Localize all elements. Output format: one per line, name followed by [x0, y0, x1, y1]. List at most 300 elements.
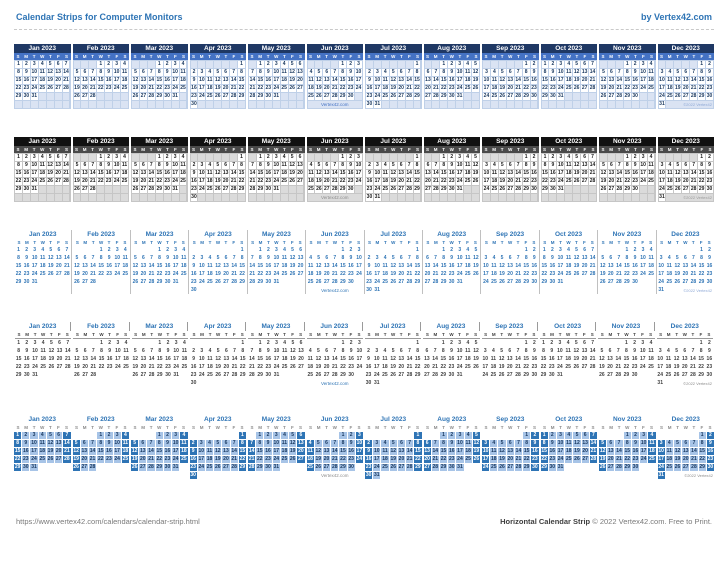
empty-cell: [515, 154, 522, 161]
day-cell: 13: [608, 170, 615, 176]
empty-cell: [249, 61, 256, 68]
day-cell: 8: [698, 69, 705, 76]
empty-cell: [531, 101, 538, 108]
day-cell: 20: [424, 271, 431, 277]
weekday-letter: M: [83, 240, 88, 245]
weekday-letter: M: [609, 240, 613, 245]
weekday-letter: F: [466, 54, 470, 59]
day-cell: 17: [374, 271, 380, 277]
day-cell: 9: [22, 440, 29, 447]
empty-cell: [600, 61, 607, 68]
empty-cell: [180, 464, 187, 471]
day-cell: 15: [340, 448, 346, 454]
day-cell: 21: [64, 263, 70, 269]
day-cell: 27: [82, 372, 88, 378]
month-jul-2023: [365, 137, 422, 202]
day-cell: 23: [105, 85, 112, 91]
day-cell: 21: [90, 178, 96, 184]
day-cell: 2: [192, 348, 195, 354]
weekday-letter: F: [642, 54, 645, 59]
day-cell: 11: [490, 356, 497, 362]
weekday-letter: S: [309, 240, 313, 245]
weekday-letter: T: [149, 147, 153, 152]
day-cell: 15: [156, 170, 163, 176]
month-title: May 2023: [261, 231, 291, 238]
day-cell: 27: [608, 464, 614, 470]
day-cell: 27: [140, 279, 147, 285]
day-cell: 28: [690, 186, 697, 192]
day-cell: 1: [156, 61, 163, 68]
day-cell: 6: [57, 247, 61, 253]
day-cell: 24: [482, 372, 488, 378]
day-cell: 7: [616, 69, 623, 76]
month-title: Oct 2023: [554, 231, 583, 238]
day-cell: 3: [558, 340, 562, 346]
weekday-letter: T: [574, 332, 578, 337]
day-cell: 19: [600, 85, 607, 91]
day-cell: 4: [466, 340, 470, 346]
day-cell: 10: [557, 255, 564, 261]
day-cell: 27: [581, 85, 588, 91]
day-cell: 17: [558, 170, 564, 176]
day-cell: 14: [148, 356, 155, 362]
day-cell: 23: [365, 464, 372, 470]
weekday-letter: S: [660, 147, 664, 152]
empty-cell: [156, 194, 163, 201]
weekday-letter: T: [691, 240, 695, 245]
day-cell: 31: [31, 464, 37, 470]
month-sep-2023: [482, 415, 539, 479]
day-cell: 5: [315, 69, 322, 76]
weekday-letter: T: [208, 425, 212, 430]
day-cell: 1: [699, 432, 706, 439]
month-jul-2023: [365, 415, 422, 479]
day-cell: 21: [89, 456, 96, 462]
day-cell: 20: [608, 271, 614, 277]
day-cell: 13: [581, 255, 588, 261]
day-cell: 4: [648, 61, 655, 68]
empty-cell: [289, 186, 296, 193]
day-cell: 1: [257, 154, 264, 161]
day-cell: 23: [23, 271, 30, 277]
day-cell: 5: [390, 69, 397, 76]
day-cell: 26: [599, 279, 606, 285]
day-cell: 5: [390, 440, 397, 447]
day-cell: 26: [675, 93, 681, 99]
weekday-letter: F: [349, 425, 353, 430]
day-cell: 3: [113, 61, 120, 68]
day-cell: 12: [132, 356, 139, 362]
day-cell: 7: [89, 162, 96, 169]
day-cell: 1: [339, 61, 346, 68]
day-cell: 27: [398, 279, 405, 285]
month-title: Jun 2023: [320, 416, 349, 423]
weekday-letter: F: [115, 147, 119, 152]
day-cell: 9: [532, 255, 536, 261]
weekday-letter: F: [174, 147, 177, 152]
day-cell: 3: [115, 247, 119, 253]
day-cell: 12: [390, 448, 397, 454]
day-cell: 25: [382, 279, 388, 285]
empty-cell: [39, 287, 46, 294]
day-grid: [365, 339, 421, 387]
day-cell: 30: [265, 279, 272, 285]
day-cell: 29: [156, 93, 163, 99]
empty-cell: [198, 61, 205, 68]
day-cell: 9: [347, 162, 354, 169]
day-cell: 25: [649, 456, 655, 462]
weekday-letter: F: [115, 425, 119, 430]
empty-cell: [265, 194, 272, 201]
weekday-letter: S: [123, 425, 127, 430]
day-cell: 31: [31, 186, 38, 192]
weekday-letter: S: [532, 147, 536, 152]
day-cell: 11: [281, 162, 287, 168]
day-cell: 9: [707, 440, 714, 447]
empty-cell: [113, 186, 120, 193]
empty-cell: [331, 340, 338, 347]
day-cell: 26: [599, 464, 606, 470]
day-cell: 12: [73, 448, 79, 454]
day-cell: 30: [23, 93, 30, 99]
empty-cell: [73, 380, 80, 387]
month-sep-2023: [481, 322, 539, 387]
weekday-letter: W: [625, 425, 630, 430]
day-cell: 31: [457, 464, 463, 470]
day-cell: 31: [659, 101, 665, 107]
empty-cell: [198, 432, 205, 439]
day-cell: 24: [482, 464, 489, 470]
empty-cell: [114, 372, 121, 379]
empty-cell: [198, 380, 205, 387]
day-cell: 20: [56, 263, 62, 269]
weekday-letter: F: [291, 425, 294, 430]
weekday-header: [249, 239, 304, 246]
day-cell: 16: [448, 77, 455, 83]
day-grid: [132, 246, 187, 294]
day-cell: 6: [425, 348, 429, 354]
day-cell: 22: [414, 178, 420, 184]
weekday-letter: S: [65, 332, 69, 337]
day-cell: 16: [190, 456, 196, 462]
day-cell: 24: [558, 85, 564, 91]
day-cell: 30: [265, 186, 272, 192]
day-cell: 22: [624, 178, 631, 184]
month-title: Dec 2023: [671, 231, 700, 238]
day-cell: 15: [339, 170, 346, 176]
day-cell: 18: [382, 178, 389, 184]
day-cell: 24: [172, 456, 179, 462]
copyright-note: ©2022 Vertex42: [666, 194, 713, 201]
empty-cell: [98, 287, 105, 294]
weekday-letter: T: [282, 54, 286, 59]
day-cell: 7: [63, 61, 70, 68]
day-cell: 13: [581, 348, 588, 354]
weekday-letter: S: [484, 332, 488, 337]
day-cell: 16: [365, 456, 372, 462]
day-cell: 28: [64, 456, 70, 462]
day-cell: 4: [39, 61, 46, 68]
day-cell: 20: [140, 364, 147, 370]
weekday-letter: S: [309, 425, 313, 430]
empty-cell: [222, 101, 229, 108]
empty-cell: [297, 372, 304, 379]
empty-cell: [147, 472, 154, 479]
empty-cell: [15, 380, 22, 387]
day-cell: 10: [483, 263, 489, 269]
day-cell: 26: [315, 372, 322, 378]
weekday-letter: W: [40, 425, 45, 430]
empty-cell: [214, 432, 221, 439]
watermark-vertex42: Vertex42.com: [321, 381, 349, 386]
weekday-letter: T: [559, 54, 563, 59]
source-url[interactable]: https://www.vertex42.com/calendars/calendar-strip.html: [16, 517, 200, 526]
day-grid: [131, 431, 188, 479]
day-cell: 12: [74, 170, 80, 176]
day-cell: 25: [180, 85, 186, 91]
day-cell: 24: [199, 186, 205, 192]
month-title: Jan 2023: [15, 322, 71, 331]
empty-cell: [432, 247, 439, 254]
byline-link[interactable]: by Vertex42.com: [640, 12, 712, 22]
day-cell: 14: [616, 263, 622, 269]
empty-cell: [398, 61, 405, 68]
day-cell: 30: [348, 464, 354, 470]
empty-cell: [366, 154, 373, 161]
empty-cell: [565, 464, 572, 471]
empty-cell: [640, 279, 647, 286]
day-cell: 16: [106, 356, 113, 362]
empty-cell: [523, 101, 530, 108]
day-cell: 6: [81, 162, 88, 169]
day-cell: 9: [105, 162, 112, 169]
day-cell: 21: [589, 263, 596, 269]
empty-cell: [531, 380, 538, 387]
day-cell: 23: [265, 85, 272, 91]
weekday-letter: S: [64, 54, 68, 59]
empty-cell: [590, 472, 597, 479]
weekday-letter: W: [274, 425, 279, 430]
empty-cell: [448, 287, 455, 294]
day-cell: 28: [690, 93, 697, 99]
day-cell: 19: [675, 85, 681, 91]
day-cell: 30: [190, 380, 197, 386]
day-cell: 6: [683, 255, 687, 261]
day-cell: 3: [273, 154, 280, 161]
weekday-letter: W: [215, 54, 220, 59]
weekday-letter: M: [258, 147, 262, 152]
month-title: Aug 2023: [424, 137, 481, 146]
empty-cell: [640, 287, 647, 294]
empty-cell: [464, 93, 471, 100]
month-sep-2023: [481, 230, 539, 294]
empty-cell: [40, 372, 47, 379]
empty-cell: [640, 101, 647, 108]
weekday-letter: T: [500, 147, 504, 152]
watermark-vertex42: Vertex42.com: [321, 288, 349, 293]
day-cell: 2: [108, 340, 112, 346]
empty-cell: [390, 472, 397, 479]
weekday-header: [482, 239, 537, 246]
empty-cell: [140, 380, 147, 387]
weekday-letter: S: [532, 332, 536, 337]
day-cell: 2: [22, 432, 29, 439]
day-cell: 10: [31, 255, 38, 261]
empty-cell: [105, 464, 112, 471]
weekday-letter: S: [309, 147, 313, 152]
day-cell: 10: [658, 263, 664, 269]
weekday-letter: S: [16, 54, 20, 59]
day-cell: 3: [200, 255, 204, 261]
day-cell: 11: [207, 356, 213, 362]
day-cell: 21: [230, 178, 237, 184]
day-cell: 29: [441, 186, 447, 192]
day-cell: 9: [266, 348, 270, 354]
weekday-letter: S: [298, 54, 302, 59]
day-cell: 9: [105, 440, 112, 447]
day-cell: 17: [658, 456, 664, 462]
empty-cell: [515, 101, 522, 108]
day-cell: 20: [323, 271, 330, 277]
empty-cell: [289, 380, 296, 387]
day-cell: 6: [425, 69, 432, 76]
weekday-letter: S: [75, 240, 79, 245]
weekday-letter: W: [215, 240, 221, 245]
weekday-letter: M: [24, 54, 28, 59]
empty-cell: [381, 340, 388, 347]
weekday-letter: T: [633, 240, 637, 245]
empty-cell: [498, 287, 505, 294]
month-aug-2023: [424, 415, 481, 479]
day-cell: 2: [266, 340, 270, 346]
day-cell: 1: [542, 61, 549, 68]
day-cell: 15: [698, 170, 705, 176]
empty-cell: [615, 340, 622, 347]
day-cell: 26: [74, 93, 80, 99]
weekday-letter: W: [566, 54, 571, 59]
day-cell: 4: [123, 247, 127, 253]
weekday-letter: M: [375, 425, 379, 430]
empty-cell: [206, 194, 213, 201]
day-cell: 7: [515, 440, 522, 447]
day-cell: 23: [632, 456, 639, 462]
month-title: Aug 2023: [437, 416, 467, 423]
day-cell: 2: [367, 348, 370, 354]
day-cell: 5: [498, 440, 505, 447]
day-cell: 20: [681, 364, 688, 370]
day-cell: 20: [298, 448, 304, 454]
weekday-letter: T: [33, 332, 37, 337]
empty-cell: [139, 432, 146, 439]
weekday-letter: F: [232, 240, 236, 245]
empty-cell: [390, 432, 397, 439]
day-cell: 26: [132, 279, 139, 285]
day-cell: 12: [573, 162, 580, 168]
day-cell: 3: [357, 340, 361, 346]
day-cell: 1: [625, 340, 628, 346]
day-cell: 5: [75, 348, 79, 354]
day-cell: 16: [707, 448, 714, 454]
day-cell: 21: [690, 178, 697, 184]
day-cell: 14: [230, 170, 237, 176]
day-cell: 5: [131, 440, 138, 447]
day-cell: 1: [238, 154, 245, 161]
day-cell: 30: [23, 186, 30, 192]
empty-cell: [198, 101, 205, 108]
month-oct-2023: [540, 230, 598, 294]
day-cell: 12: [473, 440, 480, 446]
weekday-letter: S: [367, 240, 371, 245]
day-cell: 2: [549, 154, 556, 161]
day-cell: 19: [214, 85, 221, 91]
day-cell: 4: [283, 247, 286, 253]
day-cell: 24: [483, 279, 489, 285]
day-cell: 20: [398, 271, 405, 277]
day-cell: 11: [566, 440, 572, 446]
day-cell: 13: [608, 77, 615, 83]
day-cell: 12: [289, 440, 296, 446]
empty-cell: [666, 432, 673, 439]
day-cell: 6: [81, 69, 88, 76]
day-cell: 1: [258, 340, 262, 346]
day-cell: 9: [367, 356, 370, 362]
day-cell: 9: [166, 255, 169, 261]
day-cell: 15: [440, 448, 447, 454]
day-cell: 21: [589, 356, 596, 362]
day-cell: 6: [325, 348, 328, 354]
empty-cell: [624, 194, 631, 201]
day-cell: 25: [122, 456, 129, 462]
day-cell: 17: [356, 448, 363, 454]
day-cell: 16: [549, 448, 556, 454]
day-cell: 8: [440, 69, 447, 76]
empty-cell: [297, 186, 304, 193]
empty-cell: [689, 340, 696, 347]
empty-cell: [231, 380, 238, 387]
day-cell: 22: [523, 271, 529, 277]
day-cell: 23: [191, 186, 197, 192]
day-cell: 6: [299, 340, 303, 346]
day-cell: 14: [331, 77, 338, 83]
day-cell: 13: [223, 263, 229, 269]
day-cell: 3: [458, 247, 462, 253]
day-cell: 10: [456, 348, 463, 354]
day-cell: 4: [41, 247, 45, 253]
empty-cell: [198, 340, 205, 347]
day-cell: 27: [140, 93, 147, 99]
day-cell: 19: [290, 356, 296, 362]
day-cell: 29: [540, 372, 547, 378]
day-cell: 3: [273, 432, 280, 439]
day-cell: 5: [472, 61, 479, 68]
empty-cell: [600, 101, 607, 108]
day-cell: 23: [448, 85, 455, 91]
day-cell: 1: [523, 154, 530, 161]
month-jul-2023: [365, 230, 423, 294]
empty-cell: [573, 93, 580, 100]
weekday-letter: S: [64, 147, 68, 152]
day-cell: 20: [424, 456, 430, 462]
empty-cell: [398, 101, 405, 108]
day-cell: 13: [140, 263, 147, 269]
day-cell: 29: [339, 186, 346, 192]
day-cell: 13: [608, 263, 614, 269]
day-cell: 4: [180, 61, 187, 68]
day-cell: 4: [39, 154, 46, 161]
day-cell: 27: [82, 93, 88, 99]
weekday-letter: W: [157, 147, 162, 152]
day-cell: 13: [507, 170, 514, 176]
